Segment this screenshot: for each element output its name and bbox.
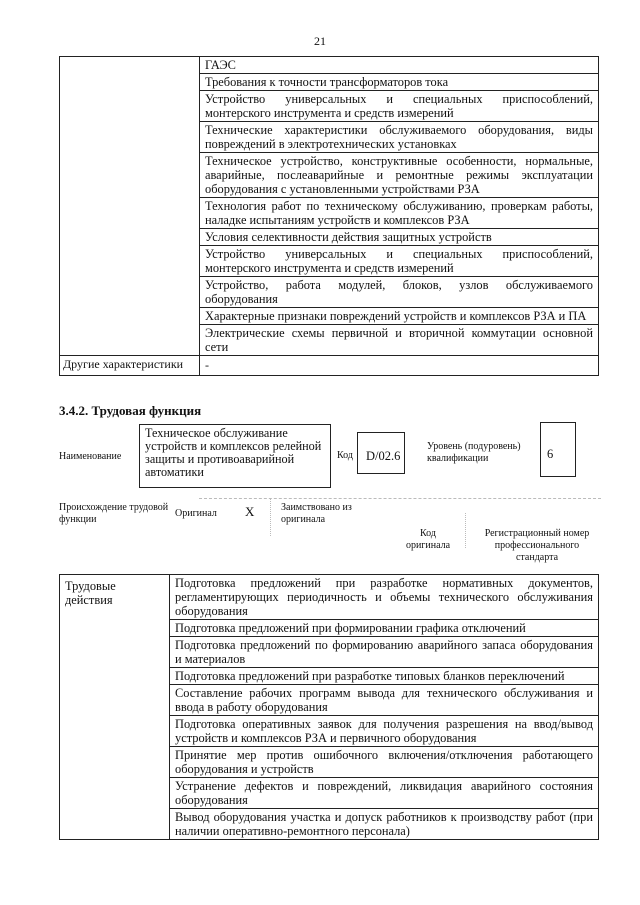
- labor-actions-list: [170, 575, 598, 839]
- origin-separator: [465, 513, 466, 548]
- requirement-item: Условия селективности действия защитных устройств: [200, 229, 598, 246]
- name-box: Техническое обслуживание устройств и комплексов релейной защиты и противоаварийной автоматики: [139, 424, 331, 488]
- requirement-item: Технология работ по техническому обслуживанию, проверкам работы, наладке испытаниям устройств и комплексов РЗА: [200, 198, 598, 229]
- requirement-item: Электрические схемы первичной и вторичной коммутации основной сети: [205, 326, 593, 354]
- borrowed-label: Заимствовано из оригинала: [281, 502, 352, 525]
- code-label: Код: [337, 450, 353, 461]
- labor-action-item: Подготовка оперативных заявок для получения разрешения на ввод/вывод устройств и комплексов РЗА и первичного оборудования: [170, 716, 598, 747]
- labor-action-item: Устранение дефектов и повреждений, ликвидация аварийного состояния оборудования: [170, 778, 598, 809]
- origin-code-label: Код оригинала: [405, 528, 451, 551]
- labor-actions-table: [59, 574, 599, 840]
- origin-separator: [270, 498, 271, 536]
- requirements-list: [200, 57, 598, 355]
- labor-action-item: Подготовка предложений при разработке типовых бланков переключений: [170, 668, 598, 685]
- requirement-item: Техническое устройство, конструктивные особенности, нормальные, аварийные, послеаварийные и ремонтные режимы эксплуатации оборудования с установленными устройствами РЗА: [200, 153, 598, 198]
- other-characteristics-label: Другие характеристики: [60, 356, 200, 375]
- requirement-item: Устройство универсальных и специальных приспособлений, монтерского инструмента и средств измерений: [200, 91, 598, 122]
- page-number: 21: [314, 34, 326, 48]
- requirement-item: Требования к точности трансформаторов тока: [200, 74, 598, 91]
- labor-action-item: Вывод оборудования участка и допуск работников к производству работ (при наличии оперативно-ремонтного персонала): [175, 810, 593, 838]
- requirement-item: Технические характеристики обслуживаемого оборудования, виды повреждений в электротехнических установках: [200, 122, 598, 153]
- requirement-item: Устройство универсальных и специальных приспособлений, монтерского инструмента и средств измерений: [200, 246, 598, 277]
- requirements-row: [60, 57, 598, 356]
- other-characteristics-value: -: [205, 358, 209, 372]
- requirement-item: ГАЭС: [200, 57, 598, 74]
- labor-actions-label: Трудовые действия: [60, 575, 170, 839]
- origin-top-line: [199, 498, 601, 499]
- requirements-label-cell: [60, 57, 200, 355]
- requirement-item: Устройство, работа модулей, блоков, узлов обслуживаемого оборудования: [200, 277, 598, 308]
- name-label: Наименование: [59, 451, 122, 462]
- registration-number-label: Регистрационный номер профессионального стандарта: [484, 528, 590, 563]
- level-box: 6: [540, 422, 576, 477]
- labor-action-item: Подготовка предложений при формировании графика отключений: [170, 620, 598, 637]
- requirements-table: [59, 56, 599, 376]
- level-label: Уровень (подуровень) квалификации: [427, 441, 521, 464]
- section-title: 3.4.2. Трудовая функция: [59, 403, 202, 418]
- labor-action-item: Подготовка предложений при разработке нормативных документов, регламентирующих периодичность и объемы технического обслуживания оборудования: [170, 575, 598, 620]
- labor-action-item: Принятие мер против ошибочного включения/отключения работающего оборудования и устройств: [170, 747, 598, 778]
- origin-label: Происхождение трудовой функции: [59, 502, 169, 525]
- original-label: Оригинал: [175, 508, 217, 519]
- original-mark: X: [245, 504, 255, 519]
- other-characteristics-row: [60, 356, 598, 375]
- code-box: D/02.6: [357, 432, 405, 474]
- labor-action-item: Составление рабочих программ вывода для технического обслуживания и ввода в работу оборудования: [170, 685, 598, 716]
- labor-action-item: Подготовка предложений по формированию аварийного запаса оборудования и материалов: [170, 637, 598, 668]
- requirement-item: Характерные признаки повреждений устройств и комплексов РЗА и ПА: [200, 308, 598, 325]
